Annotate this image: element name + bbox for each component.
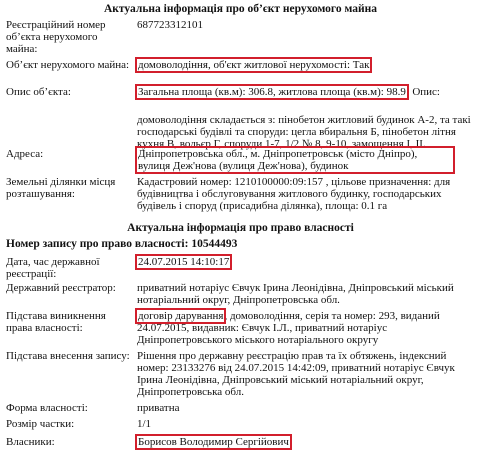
address-label: Адреса: <box>6 148 44 160</box>
ownership-form-label: Форма власності: <box>6 402 88 414</box>
property-section-title: Актуальна інформація про об’єкт нерухомого майна <box>104 3 377 15</box>
registration-number-value: 687723312101 <box>137 19 203 31</box>
ownership-basis-label: Підстава виникнення права власності: <box>6 310 106 334</box>
registration-date-label: Дата, час державної реєстрації: <box>6 256 100 280</box>
record-number-value: 10544493 <box>191 238 238 250</box>
entry-basis-label: Підстава внесення запису: <box>6 350 130 362</box>
object-description-text: домоволодіння складається з: пінобетон житловий будинок А-2, та такі господарські будівлі та споруди: цегла вбиральня Б, пінобетон літня кухня В, вольєр Г, споруди 1-7, 1/2 № 8, 9-10, замощення І, II. <box>137 114 471 150</box>
registration-date-value <box>137 256 473 268</box>
share-size-label: Розмір частки: <box>6 418 75 430</box>
owners-label: Власники: <box>6 436 55 448</box>
registrar-label: Державний реєстратор: <box>6 282 116 294</box>
ownership-basis-highlight: договір дарування <box>138 310 224 322</box>
land-plots-value: Кадастровий номер: 1210100000:09:157 , цільове призначення: для будівництва і обслуговування житлового будинку, господарських будівель і споруд (присадибна ділянка), площа: 0.1 га <box>137 176 451 212</box>
ownership-record-number <box>6 238 237 250</box>
address-highlight: Дніпропетровська обл., м. Дніпропетровськ (місто Дніпро), вулиця Деж'нова (вулиця Деж'нова), будинок <box>137 148 453 172</box>
ownership-form-value: приватна <box>137 402 180 414</box>
entry-basis-value: Рішення про державну реєстрацію прав та їх обтяжень, індексний номер: 23133276 від 24.07.2015 14:42:09, приватний нотаріус Євчук Ірина Леонідівна, Дніпровський міський нотаріальний округ, Дніпропетровська обл. <box>137 350 455 398</box>
property-object-label: Об’єкт нерухомого майна: <box>6 59 130 71</box>
object-area-highlight: Загальна площа (кв.м): 306.8, житлова площа (кв.м): 98.9 <box>138 86 406 98</box>
object-description-label: Опис об’єкта: <box>6 86 71 98</box>
share-size-value: 1/1 <box>137 418 152 430</box>
property-object-highlight: домоволодіння, об'єкт житлової нерухомості: Так <box>138 59 370 71</box>
ownership-basis-tail: , домоволодіння, серія та номер: 293, виданий 24.07.2015, видавник: Євчук І.Л., приватний нотаріус Дніпропетровського міського нотаріального округу <box>137 310 440 346</box>
land-plots-label: Земельні ділянки місця розташування: <box>6 176 116 200</box>
owners-highlight: Борисов Володимир Сергійович <box>138 436 289 448</box>
registration-date-highlight: 24.07.2015 14:10:17 <box>138 256 230 268</box>
address-value <box>137 148 473 172</box>
object-area-value <box>137 86 473 98</box>
registrar-value: приватний нотаріус Євчук Ірина Леонідівна, Дніпровський міський нотаріальний округ, Дніпропетровська обл. <box>137 282 454 306</box>
registration-number-label: Реєстраційний номер об’єкта нерухомого майна: <box>6 19 106 55</box>
object-description-tail: , Опис: <box>406 86 440 98</box>
record-number-label: Номер запису про право власності: <box>6 238 189 250</box>
ownership-basis-value <box>137 310 473 346</box>
owners-value <box>137 436 473 448</box>
ownership-section-title: Актуальна інформація про право власності <box>127 222 354 234</box>
property-object-value <box>137 59 473 71</box>
